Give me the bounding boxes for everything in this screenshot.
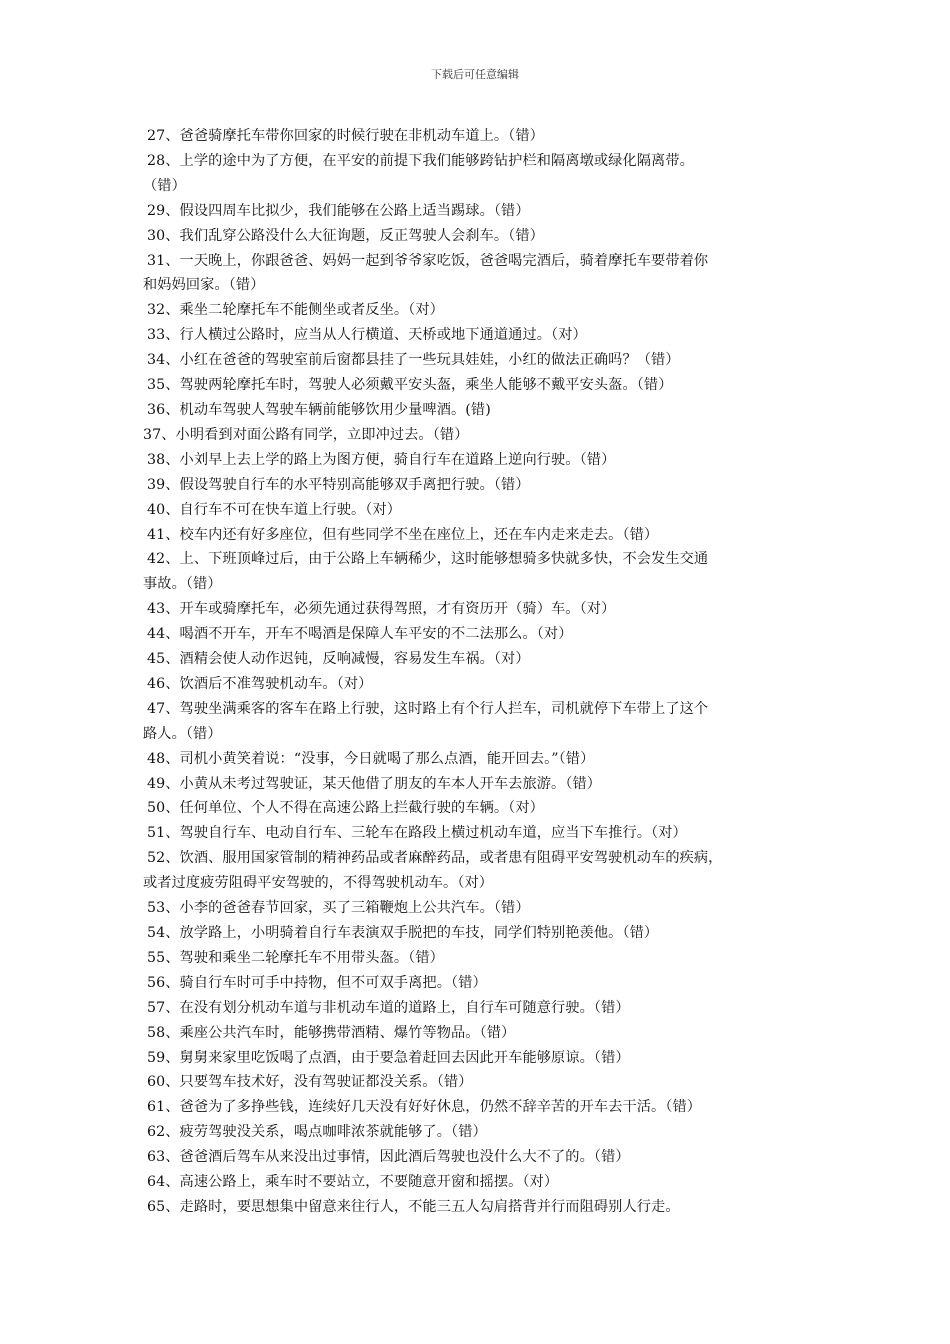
question-line: 42、上、下班顶峰过后，由于公路上车辆稀少，这时能够想骑多快就多快，不会发生交通 xyxy=(147,551,709,568)
question-line: 30、我们乱穿公路没什么大征询题，反正驾驶人会刹车。（错） xyxy=(147,227,544,244)
question-line: 和妈妈回家。（错） xyxy=(143,277,265,294)
question-line: 63、爸爸酒后驾车从来没出过事情，因此酒后驾驶也没什么大不了的。（错） xyxy=(147,1149,630,1166)
question-line: 34、小红在爸爸的驾驶室前后窗都县挂了一些玩具娃娃，小红的做法正确吗？（错） xyxy=(147,352,680,369)
question-line: 58、乘座公共汽车时，能够携带酒精、爆竹等物品。（错） xyxy=(147,1024,516,1041)
question-line: 路人。（错） xyxy=(143,725,222,742)
question-line: 43、开车或骑摩托车，必须先通过获得驾照，才有资历开（骑）车。（对） xyxy=(147,601,616,618)
question-line: 36、机动车驾驶人驾驶车辆前能够饮用少量啤酒。(错) xyxy=(147,401,491,418)
question-line: 39、假设驾驶自行车的水平特别高能够双手离把行驶。（错） xyxy=(147,476,530,493)
question-line: 32、乘坐二轮摩托车不能侧坐或者反坐。（对） xyxy=(147,302,444,319)
question-line: （错） xyxy=(143,177,186,194)
question-line: 49、小黄从未考过驾驶证，某天他借了朋友的车本人开车去旅游。（错） xyxy=(147,775,602,792)
question-line: 或者过度疲劳阻碍平安驾驶的，不得驾驶机动车。（对） xyxy=(143,875,494,892)
question-line: 37、小明看到对面公路有同学，立即冲过去。（错） xyxy=(143,426,469,443)
question-line: 52、饮酒、服用国家管制的精神药品或者麻醉药品，或者患有阻碍平安驾驶机动车的疾病， xyxy=(147,850,723,867)
question-line: 44、喝酒不开车，开车不喝酒是保障人车平安的不二法那么。（对） xyxy=(147,626,573,643)
question-line: 31、一天晚上，你跟爸爸、妈妈一起到爷爷家吃饭，爸爸喝完酒后，骑着摩托车要带着你 xyxy=(147,252,709,269)
question-line: 64、高速公路上，乘车时不要站立，不要随意开窗和摇摆。（对） xyxy=(147,1174,559,1191)
question-line: 50、任何单位、个人不得在高速公路上拦截行驶的车辆。（对） xyxy=(147,800,544,817)
question-list xyxy=(143,124,823,1220)
question-line: 27、爸爸骑摩托车带你回家的时候行驶在非机动车道上。（错） xyxy=(147,128,544,144)
question-line: 51、驾驶自行车、电动自行车、三轮车在路段上横过机动车道，应当下车推行。（对） xyxy=(147,825,687,842)
question-line: 62、疲劳驾驶没关系，喝点咖啡浓茶就能够了。（错） xyxy=(147,1124,487,1141)
question-line: 33、行人横过公路时，应当从人行横道、天桥或地下通道通过。（对） xyxy=(147,327,587,344)
question-line: 57、在没有划分机动车道与非机动车道的道路上，自行车可随意行驶。（错） xyxy=(147,999,630,1016)
question-line: 事故。（错） xyxy=(143,576,222,593)
question-line: 54、放学路上，小明骑着自行车表演双手脱把的车技，同学们特别艳羡他。（错） xyxy=(147,925,659,941)
question-line: 45、酒精会使人动作迟钝，反响减慢，容易发生车祸。（对） xyxy=(147,651,530,668)
question-line: 53、小李的爸爸春节回家，买了三箱鞭炮上公共汽车。（错） xyxy=(147,900,530,917)
question-line: 48、司机小黄笑着说：“没事，今日就喝了那么点酒，能开回去。”（错） xyxy=(147,750,595,767)
question-line: 60、只要驾车技术好，没有驾驶证都没关系。（错） xyxy=(147,1074,473,1091)
question-line: 47、驾驶坐满乘客的客车在路上行驶，这时路上有个行人拦车，司机就停下车带上了这个 xyxy=(147,700,709,717)
page-header: 下载后可任意编辑 xyxy=(431,68,519,81)
question-line: 61、爸爸为了多挣些钱，连续好几天没有好好休息，仍然不辞辛苦的开车去干活。（错） xyxy=(147,1099,702,1116)
question-line: 65、走路时，要思想集中留意来往行人，不能三五人勾肩搭背并行而阻碍别人行走。 xyxy=(147,1198,680,1215)
question-line: 35、驾驶两轮摩托车时，驾驶人必须戴平安头盔，乘坐人能够不戴平安头盔。（错） xyxy=(147,377,673,394)
question-line: 29、假设四周车比拟少，我们能够在公路上适当踢球。（错） xyxy=(147,202,530,219)
question-line: 41、校车内还有好多座位，但有些同学不坐在座位上，还在车内走来走去。（错） xyxy=(147,526,659,543)
question-line: 56、骑自行车时可手中持物，但不可双手离把。（错） xyxy=(147,974,487,991)
question-line: 28、上学的途中为了方便，在平安的前提下我们能够跨钻护栏和隔离墩或绿化隔离带。 xyxy=(147,152,694,169)
question-line: 55、驾驶和乘坐二轮摩托车不用带头盔。（错） xyxy=(147,949,444,966)
question-line: 38、小刘早上去上学的路上为图方便，骑自行车在道路上逆向行驶。（错） xyxy=(147,451,616,468)
question-line: 40、自行车不可在快车道上行驶。（对） xyxy=(147,501,402,518)
question-line: 59、舅舅来家里吃饭喝了点酒，由于要急着赶回去因此开车能够原谅。（错） xyxy=(147,1049,630,1066)
question-line: 46、饮酒后不准驾驶机动车。（对） xyxy=(147,675,373,692)
